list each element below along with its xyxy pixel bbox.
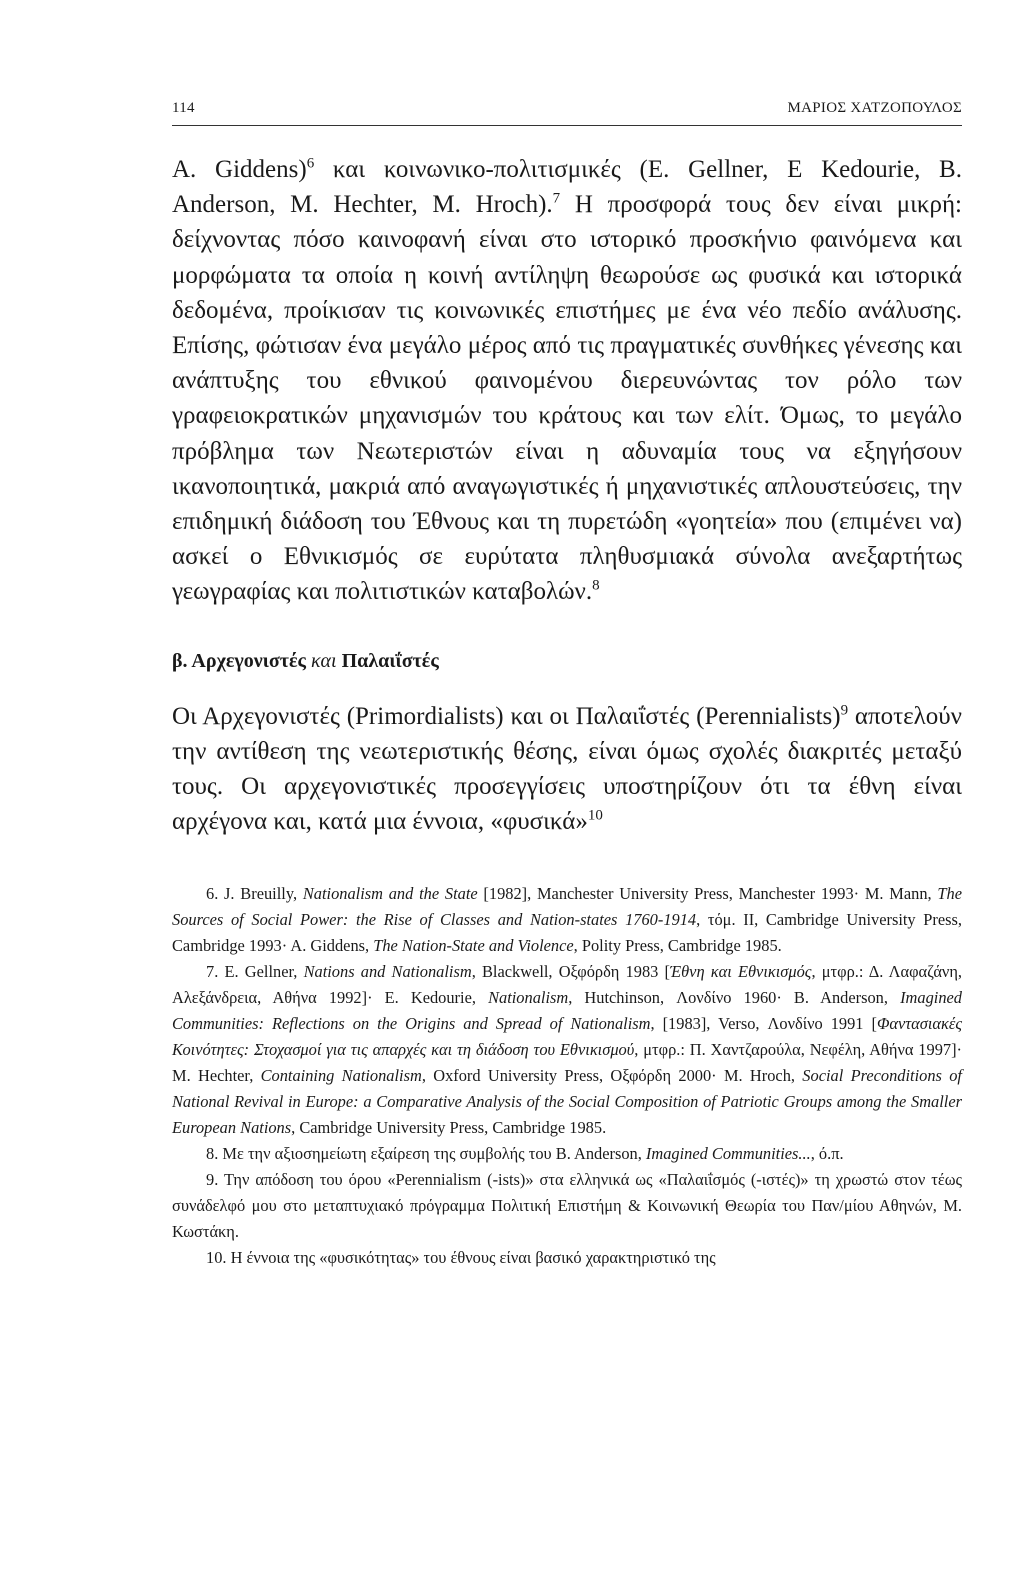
text-run: 6. J. Breuilly, [206,884,303,904]
book-title: Social Preconditions of National Revival in Europe: a Comparative Analysis of the Social Composition of Patriotic Groups among the Smaller European Nations [172,1066,962,1138]
section-heading-connector: και [310,649,337,672]
text-run: , Oxford University Press, Οξφόρδη 2000· M. Hroch, [421,1066,803,1086]
paragraph-primordialists [172,699,962,840]
text-run: , μτφρ.: Π. Χαντζαρούλα, Νεφέλη, Αθήνα 1997]· M. Hechter, [172,1040,963,1086]
text-run: Οι Αρχεγονιστές (Primordialists) και οι Παλαιΐστές (Perennialists) [172,702,841,730]
footnote-10 [172,1245,962,1271]
footnote-ref-9[interactable]: 9 [840,702,849,719]
book-title: Containing Nationalism [260,1066,422,1086]
book-title: The Sources of Social Power: the Rise of Classes and Nation-states 1760-1914 [172,884,962,930]
section-heading-prefix: β. Αρχεγονιστές [172,649,311,672]
text-run: και κοινωνικο-πολιτισμικές (E. Gellner, E Kedourie, B. Anderson, M. Hechter, M. Hroch). [172,156,962,219]
text-run: , Polity Press, Cambridge 1985. [573,936,782,956]
footnote-ref-7[interactable]: 7 [552,190,561,207]
footnote-7 [172,959,962,1141]
running-head-author: ΜΑΡΙΟΣ ΧΑΤΖΟΠΟΥΛΟΣ [787,100,962,116]
footnote-ref-10[interactable]: 10 [587,807,603,824]
text-run: 10. Η έννοια της «φυσικότητας» του έθνους είναι βασικό χαρακτηριστικό της [206,1248,716,1268]
paragraph-modernists [172,152,962,610]
book-page [172,100,962,1271]
book-title: Nationalism [488,988,569,1008]
footnote-9 [172,1167,962,1245]
book-title: Imagined Communities... [645,1144,811,1164]
footnote-ref-8[interactable]: 8 [592,578,600,595]
book-title: Φαντασιακές Κοινότητες: Στοχασμοί για τις απαρχές και τη διάδοση του Εθνικισμού [172,1014,962,1060]
section-heading-suffix: Παλαιΐστές [336,649,439,672]
text-run: [1982], Manchester University Press, Manchester 1993· M. Mann, [477,884,938,904]
book-title: Nations and Nationalism [303,962,472,982]
footnotes [172,881,962,1271]
book-title: Nationalism and the State [302,884,478,904]
footnote-6 [172,881,962,959]
text-run: , Hutchinson, Λονδίνο 1960· B. Anderson, [568,988,901,1008]
text-run: A. Giddens) [172,156,307,183]
book-title: Imagined Communities: Reflections on the Origins and Spread of Nationalism [172,988,962,1034]
page-number: 114 [172,100,195,116]
section-heading [172,650,962,673]
text-run: , ό.π. [810,1144,844,1164]
text-run: , [1983], Verso, Λονδίνο 1991 [ [650,1014,877,1034]
text-run: , τόμ. ΙΙ, Cambridge University Press, Cambridge 1993· A. Giddens, [172,910,963,956]
text-run: , Cambridge University Press, Cambridge 1985. [291,1118,607,1138]
text-run: , μτφρ.: Δ. Λαφαζάνη, Αλεξάνδρεια, Αθήνα 1992]· E. Kedourie, [172,962,963,1008]
text-run: αποτελούν την αντίθεση της νεωτεριστικής θέσης, είναι όμως σχολές διακριτές μεταξύ τους. Οι αρχεγονιστικές προσεγγίσεις υποστηρίζουν ότι τα έθνη είναι αρχέγονα και, κατά μια έννοια, «φυσικά» [172,702,962,836]
text-run: 8. Με την αξιοσημείωτη εξαίρεση της συμβολής του B. Anderson, [206,1144,646,1164]
footnote-8 [172,1141,962,1167]
text-run: Η προσφορά τους δεν είναι μικρή: δείχνοντας πόσο καινοφανή είναι στο ιστορικό προσκήνιο φαινόμενα και μορφώματα τα οποία η κοινή αντίληψη θεωρούσε ως φυσικά και ιστορικά δεδομένα, προίκισαν τις κοινωνικές επιστήμες με ένα νέο πεδίο ανάλυσης. Επίσης, φώτισαν ένα μεγάλο μέρος από τις πραγματικές συνθήκες γένεσης και ανάπτυξης του εθνικού φαινομένου διερευνώντας τον ρόλο των γραφειοκρατικών μηχανισμών του κράτους και των ελίτ. Όμως, το μεγάλο πρόβλημα των Νεωτεριστών είναι η αδυναμία τους να εξηγήσουν ικανοποιητικά, μακριά από αναγωγιστικές ή μηχανιστικές απλουστεύσεις, την επιδημική διάδοση του Έθνους και τη πυρετώδη «γοητεία» που (επιμένει να) ασκεί ο Εθνικισμός σε ευρύτατα πληθυσμιακά σύνολα ανεξαρτήτως γεωγραφίας και πολιτιστικών καταβολών. [172,191,962,606]
footnote-ref-6[interactable]: 6 [306,155,315,172]
text-run: 7. E. Gellner, [206,962,304,982]
book-title: The Nation-State and Violence [373,936,574,956]
running-head [172,100,962,126]
text-run: , Blackwell, Οξφόρδη 1983 [ [471,962,670,982]
text-run: 9. Την απόδοση του όρου «Perennialism (-ists)» στα ελληνικά ως «Παλαιΐσμός (-ιστές)» τη χρωστώ στον τέως συνάδελφό μου στο μεταπτυχιακό πρόγραμμα Πολιτική Επιστήμη & Κοινωνική Θεωρία του Παν/μίου Αθηνών, Μ. Κωστάκη. [172,1170,962,1242]
book-title: Έθνη και Εθνικισμός [670,962,812,982]
